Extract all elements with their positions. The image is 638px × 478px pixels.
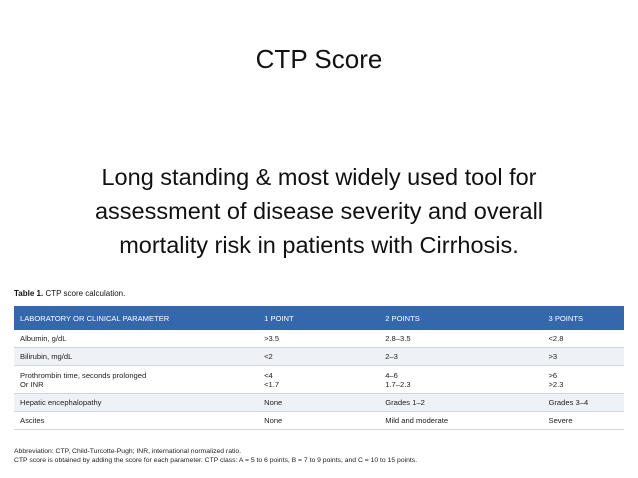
table-cell: 2.8–3.5 [379, 330, 542, 348]
cell-line: 4–6 [385, 370, 398, 380]
table-row-prothrombin [14, 366, 624, 394]
table-header-row [14, 306, 624, 330]
body-line: mortality risk in patients with Cirrhosis. [119, 232, 519, 258]
cell-line: <4 [264, 370, 273, 380]
cell-line: <1.7 [264, 379, 280, 389]
table-cell: Mild and moderate [379, 412, 542, 430]
slide-title: CTP Score [255, 44, 383, 74]
cell-line: >2.3 [548, 379, 564, 389]
body-line: Long standing & most widely used tool for [101, 164, 537, 190]
table-cell: Albumin, g/dL [14, 330, 258, 348]
table-cell: >3 [543, 348, 625, 366]
ctp-score-table [14, 306, 624, 430]
table-cell [379, 366, 542, 394]
body-line: assessment of disease severity and overall [94, 198, 544, 224]
table-cell: Ascites [14, 412, 258, 430]
cell-line: Or INR [20, 379, 44, 389]
cell-line: Prothrombin time, seconds prolonged [20, 370, 147, 380]
header-cell-1-point: 1 POINT [258, 306, 379, 330]
footnote-line: CTP score is obtained by adding the score for each parameter. CTP class: A = 5 to 6 points, B = 7 to 9 points, and C = 10 to 15 points. [14, 457, 418, 464]
table-cell: None [258, 394, 379, 412]
table-cell: <2.8 [543, 330, 625, 348]
table-caption-text: CTP score calculation. [45, 289, 126, 298]
table-row-ascites [14, 412, 624, 430]
table-caption [14, 289, 125, 298]
table-cell [14, 366, 258, 394]
footnote-line: Abbreviation: CTP, Child-Turcotte-Pugh; INR, international normalized ratio. [14, 448, 242, 455]
table-cell: <2 [258, 348, 379, 366]
table-cell: Hepatic encephalopathy [14, 394, 258, 412]
cell-line: >6 [548, 370, 558, 380]
header-cell-parameter: LABORATORY OR CLINICAL PARAMETER [14, 306, 258, 330]
header-cell-2-points: 2 POINTS [379, 306, 542, 330]
table-cell: >3.5 [258, 330, 379, 348]
table-cell: Grades 1–2 [379, 394, 542, 412]
table-caption-label: Table 1. [14, 289, 44, 298]
table-footnote [14, 447, 624, 465]
cell-line: 1.7–2.3 [385, 379, 411, 389]
table-row-hepatic-encephalopathy [14, 394, 624, 412]
table-row-albumin [14, 330, 624, 348]
table-cell: Bilirubin, mg/dL [14, 348, 258, 366]
table-cell [543, 366, 625, 394]
table-cell: 2–3 [379, 348, 542, 366]
table-row-bilirubin [14, 348, 624, 366]
header-cell-3-points: 3 POINTS [543, 306, 625, 330]
table-cell: Grades 3–4 [543, 394, 625, 412]
slide-body-text [40, 160, 598, 262]
table-cell [258, 366, 379, 394]
table-cell: None [258, 412, 379, 430]
table-cell: Severe [543, 412, 625, 430]
